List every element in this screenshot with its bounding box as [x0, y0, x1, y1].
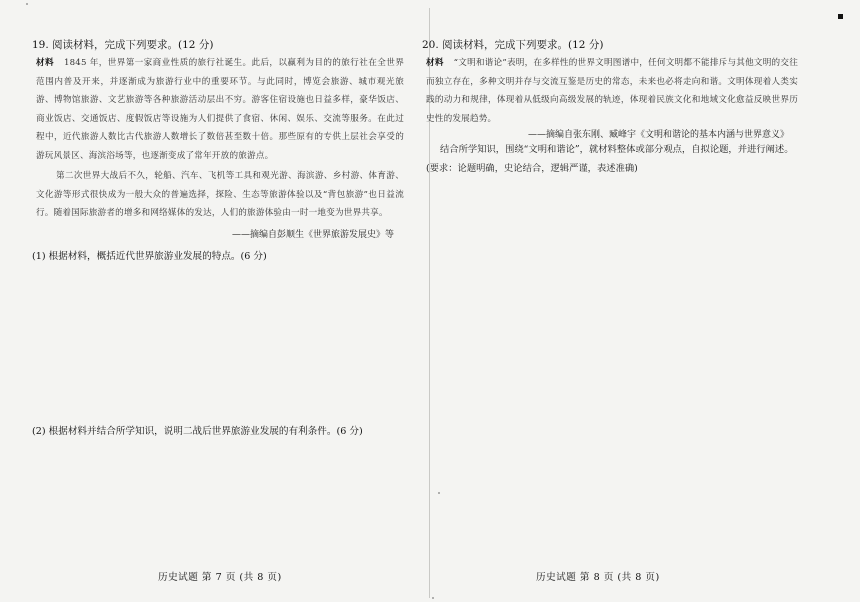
- question-20-requirement: (要求：论题明确，史论结合，逻辑严谨，表述准确): [426, 163, 638, 174]
- question-20-title: 20. 阅读材料，完成下列要求。(12 分): [422, 39, 604, 51]
- page-7-footer: 历史试题 第 7 页 (共 8 页): [158, 572, 282, 583]
- material-label-20: 材料: [426, 58, 444, 68]
- question-19-material-paragraph-2: 第二次世界大战后不久，轮船、汽车、飞机等工具和观光游、海滨游、乡村游、体育游、文化游等形式很快成为一般大众的普遍选择，探险、生态等旅游体验以及“背包旅游”也日益流行。随着国际旅游者的增多和网络媒体的发达，人们的旅游体验由一时一地变为世界共享。: [36, 171, 404, 219]
- question-19-sub-1: (1) 根据材料，概括近代世界旅游业发展的特点。(6 分): [32, 251, 267, 262]
- corner-scan-mark: [838, 14, 843, 19]
- question-20-source: ——摘编自张东刚、臧峰宇《文明和谐论的基本内涵与世界意义》: [528, 130, 790, 140]
- scan-speck: [26, 3, 28, 5]
- question-20-instruction: 结合所学知识，围绕“文明和谐论”，就材料整体或部分观点，自拟论题，并进行阐述。: [440, 144, 794, 155]
- material-label: 材料: [36, 58, 54, 68]
- question-19-title: 19. 阅读材料，完成下列要求。(12 分): [32, 39, 214, 51]
- page-8-footer: 历史试题 第 8 页 (共 8 页): [536, 572, 660, 583]
- question-19-source: ——摘编自彭顺生《世界旅游发展史》等: [232, 230, 395, 240]
- scan-speck: [438, 492, 440, 494]
- material-text-20: “文明和谐论”表明，在多样性的世界文明图谱中，任何文明都不能排斥与其他文明的交往而独立存在，多种文明并存与交流互鉴是历史的常态，未来也必将走向和谐。文明体现着人类实践的动力和规律，体现着从低级向高级发展的轨迹，体现着民族文化和地域文化愈益反映世界历史性的发展趋势。: [426, 58, 798, 124]
- question-20-material-paragraph: [426, 54, 798, 128]
- question-19-material-paragraph-1: [36, 54, 404, 166]
- question-19-sub-2: (2) 根据材料并结合所学知识，说明二战后世界旅游业发展的有利条件。(6 分): [32, 426, 363, 437]
- material-text-1: 1845 年，世界第一家商业性质的旅行社诞生。此后，以赢利为目的的旅行社在全世界范围内普及开来，并逐渐成为旅游行业中的重要环节。与此同时，博览会旅游、城市观光旅游、博物馆旅游、文艺旅游等各种旅游活动层出不穷。游客住宿设施也日益多样，豪华饭店、商业饭店、交通饭店、度假饭店等设施为人们提供了食宿、休闲、娱乐、交流等服务。在此过程中，近代旅游人数比古代旅游人数增长了数倍甚至数十倍。那些原有的专供上层社会享受的游玩风景区、海滨浴场等，也逐渐变成了常年开放的旅游点。: [36, 58, 404, 161]
- right-page: [422, 0, 860, 602]
- scan-speck: [432, 597, 434, 599]
